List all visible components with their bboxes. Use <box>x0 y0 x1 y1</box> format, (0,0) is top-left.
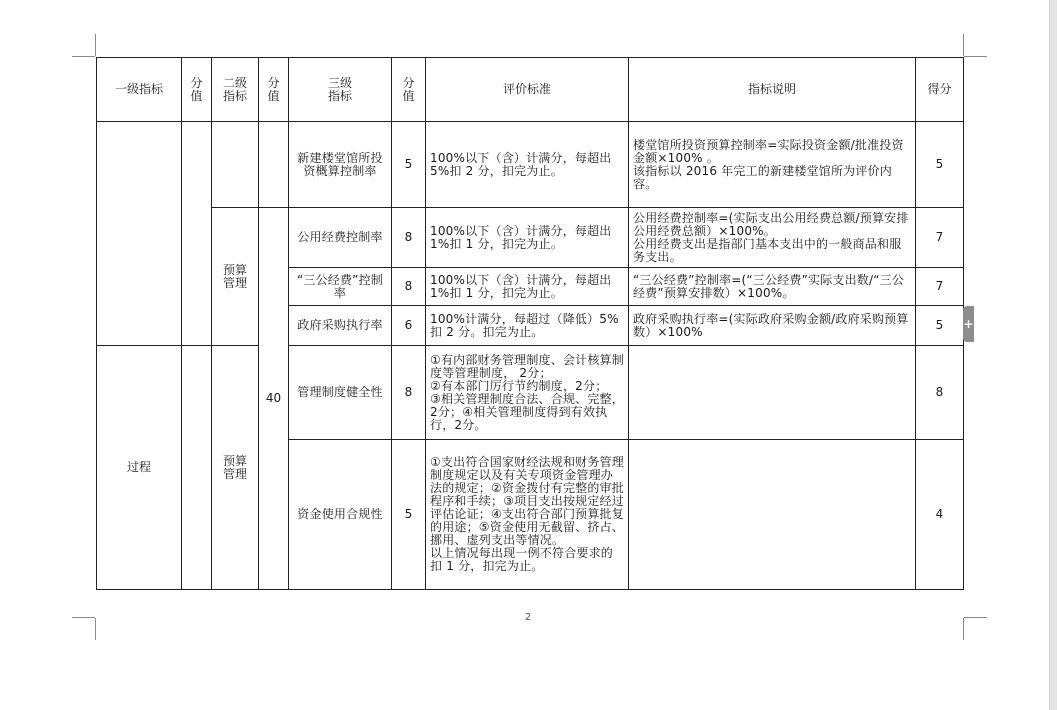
level3-cell: 新建楼堂馆所投资概算控制率 <box>289 122 392 208</box>
criteria-cell: ①支出符合国家财经法规和财务管理制度规定以及有关专项资金管理办法的规定；②资金拨付有完整的审批程序和手续；③项目支出按规定经过评估论证；④支出符合部门预算批复的用途；⑤资金使用无截留、挤占、挪用、虚列支出等情况。 以上情况每出现一例不符合要求的扣 1 分，扣完为止。 <box>426 440 629 590</box>
level3-cell: 政府采购执行率 <box>289 306 392 346</box>
table-row <box>97 122 964 208</box>
score3-cell: 5 <box>392 440 426 590</box>
level2-budget-mgmt: 预算 管理 <box>212 346 259 590</box>
page-number: 2 <box>524 612 532 623</box>
header-level3: 三级 指标 <box>289 58 392 122</box>
header-criteria: 评价标准 <box>426 58 629 122</box>
score3-cell: 5 <box>392 122 426 208</box>
level2-budget-mgmt: 预算 管理 <box>212 208 259 346</box>
level3-cell: 公用经费控制率 <box>289 208 392 268</box>
score1-cell-empty <box>182 122 212 346</box>
table-row <box>97 346 964 440</box>
header-score3: 分 值 <box>392 58 426 122</box>
result-cell: 5 <box>916 122 964 208</box>
level2-score-cell: 40 <box>259 208 289 590</box>
header-score2: 分 值 <box>259 58 289 122</box>
result-cell: 5 <box>916 306 964 346</box>
level3-cell: 资金使用合规性 <box>289 440 392 590</box>
level1-cell-empty <box>97 122 182 346</box>
description-cell: 公用经费控制率=(实际支出公用经费总额/预算安排公用经费总额）×100%。 公用经费支出是指部门基本支出中的一般商品和服务支出。 <box>629 208 916 268</box>
score3-cell: 6 <box>392 306 426 346</box>
result-cell: 4 <box>916 440 964 590</box>
score2-cell-empty <box>259 122 289 208</box>
criteria-cell: 100%以下（含）计满分，每超出1%扣 1 分，扣完为止。 <box>426 208 629 268</box>
result-cell: 7 <box>916 208 964 268</box>
criteria-cell: 100%计满分，每超过（降低）5%扣 2 分。扣完为止。 <box>426 306 629 346</box>
level3-cell: “三公经费”控制率 <box>289 268 392 306</box>
level2-cell-empty <box>212 122 259 208</box>
header-description: 指标说明 <box>629 58 916 122</box>
description-cell <box>629 346 916 440</box>
header-level2: 二级 指标 <box>212 58 259 122</box>
result-cell: 8 <box>916 346 964 440</box>
header-level1: 一级指标 <box>97 58 182 122</box>
criteria-cell: ①有内部财务管理制度、会计核算制度等管理制度， 2分； ②有本部门厉行节约制度，2分； ③相关管理制度合法、合规、完整，2分；④相关管理制度得到有效执行，2分。 <box>426 346 629 440</box>
crop-mark <box>964 56 987 57</box>
description-cell <box>629 440 916 590</box>
expand-handle-icon[interactable]: + <box>963 306 974 342</box>
crop-mark <box>95 34 96 56</box>
level1-process: 过程 <box>97 346 182 590</box>
crop-mark <box>95 618 96 640</box>
score1-cell-empty <box>182 346 212 590</box>
level3-cell: 管理制度健全性 <box>289 346 392 440</box>
evaluation-table <box>96 57 964 590</box>
crop-mark <box>72 617 95 618</box>
crop-mark <box>963 618 964 640</box>
header-score1: 分 值 <box>182 58 212 122</box>
criteria-cell: 100%以下（含）计满分，每超出5%扣 2 分，扣完为止。 <box>426 122 629 208</box>
crop-mark <box>964 617 987 618</box>
header-row <box>97 58 964 122</box>
score3-cell: 8 <box>392 268 426 306</box>
result-cell: 7 <box>916 268 964 306</box>
table-row <box>97 208 964 268</box>
description-cell: 楼堂馆所投资预算控制率=实际投资金额/批准投资金额×100% 。 该指标以 2016 年完工的新建楼堂馆所为评价内容。 <box>629 122 916 208</box>
score3-cell: 8 <box>392 208 426 268</box>
crop-mark <box>963 34 964 56</box>
header-result: 得分 <box>916 58 964 122</box>
description-cell: 政府采购执行率=(实际政府采购金额/政府采购预算数）×100% <box>629 306 916 346</box>
vertical-scrollbar[interactable] <box>1049 0 1057 710</box>
criteria-cell: 100%以下（含）计满分，每超出1%扣 1 分，扣完为止。 <box>426 268 629 306</box>
crop-mark <box>72 56 95 57</box>
description-cell: “三公经费”控制率=(“三公经费”实际支出数/“三公经费”预算安排数）×100%。 <box>629 268 916 306</box>
score3-cell: 8 <box>392 346 426 440</box>
